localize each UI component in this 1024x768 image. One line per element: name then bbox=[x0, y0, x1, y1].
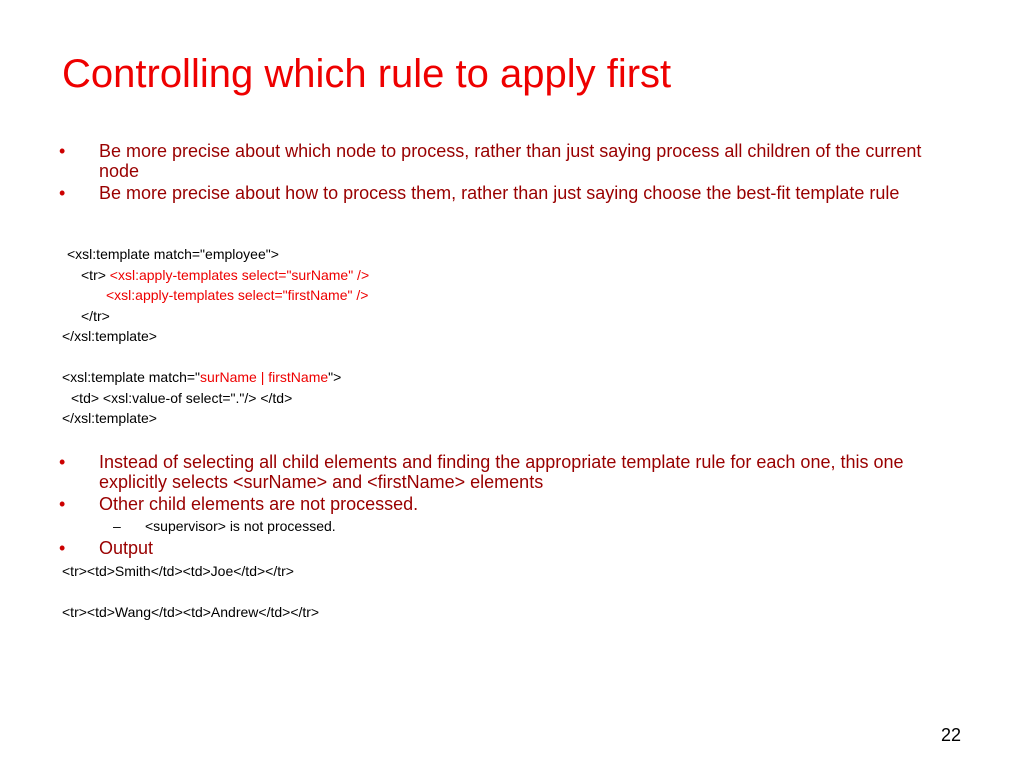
code-text: <tr> bbox=[81, 267, 110, 283]
code-text: <xsl:template match=" bbox=[62, 369, 201, 385]
code-line: </tr> bbox=[81, 308, 110, 324]
bullet-text: Be more precise about which node to process, rather than just saying process all children of the current node bbox=[99, 141, 922, 181]
bullet-text: Other child elements are not processed. bbox=[99, 494, 419, 514]
bullet-text: Output bbox=[99, 538, 154, 558]
output-line: <tr><td>Smith</td><td>Joe</td></tr> bbox=[62, 563, 294, 579]
bullet-text: Instead of selecting all child elements and finding the appropriate template rule for each one, this one explicitly selects <surName> and <firstName> elements bbox=[99, 452, 904, 492]
bullet-item bbox=[59, 141, 964, 181]
bullet-text: Be more precise about how to process them, rather than just saying choose the best-fit template rule bbox=[99, 183, 900, 203]
bullet-marker: • bbox=[59, 494, 66, 514]
code-line: <xsl:template match="employee"> bbox=[67, 246, 279, 262]
code-line bbox=[81, 266, 369, 284]
bullet-item bbox=[59, 183, 964, 203]
code-highlight: <xsl:apply-templates select="firstName" /> bbox=[106, 287, 369, 303]
sub-bullet-text: <supervisor> is not processed. bbox=[145, 518, 336, 534]
code-highlight: surName | firstName bbox=[200, 369, 329, 385]
sub-bullet-marker: – bbox=[113, 518, 121, 534]
bullet-marker: • bbox=[59, 141, 66, 161]
code-line: </xsl:template> bbox=[62, 328, 157, 344]
output-line: <tr><td>Wang</td><td>Andrew</td></tr> bbox=[62, 604, 320, 620]
bullet-item bbox=[59, 452, 964, 492]
bullet-item bbox=[59, 538, 964, 558]
bullet-marker: • bbox=[59, 538, 66, 558]
code-highlight: <xsl:apply-templates select="surName" /> bbox=[109, 267, 370, 283]
sub-bullet-item bbox=[113, 517, 336, 535]
bullet-item bbox=[59, 494, 964, 514]
bullet-marker: • bbox=[59, 452, 66, 472]
slide-title: Controlling which rule to apply first bbox=[62, 52, 672, 96]
code-text: "> bbox=[328, 369, 342, 385]
page-number: 22 bbox=[941, 725, 962, 745]
code-line: <td> <xsl:value-of select="."/> </td> bbox=[71, 390, 293, 406]
code-line: </xsl:template> bbox=[62, 410, 157, 426]
code-line bbox=[62, 368, 341, 386]
bullet-marker: • bbox=[59, 183, 66, 203]
